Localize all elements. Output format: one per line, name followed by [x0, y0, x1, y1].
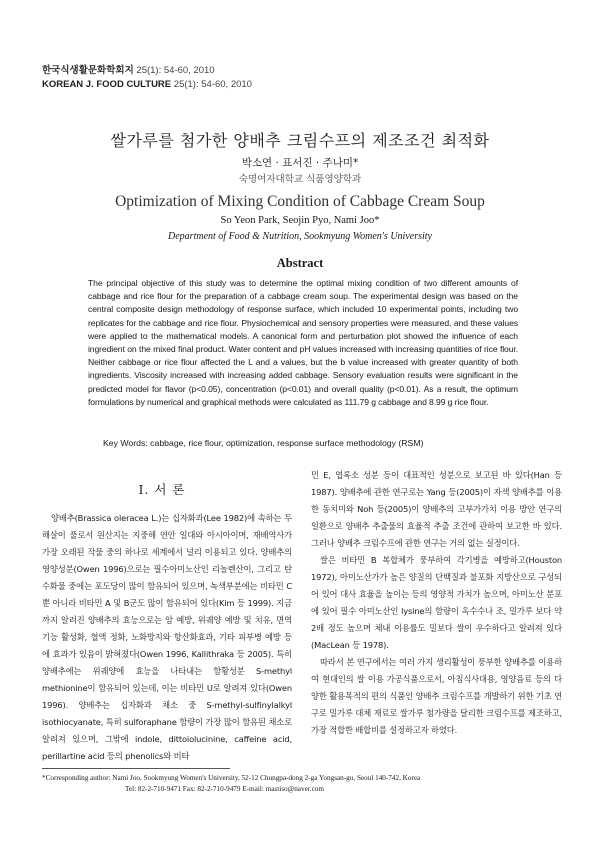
title-korean: 쌀가루를 첨가한 양배추 크림수프의 제조조건 최적화 — [110, 131, 490, 150]
journal-line-en — [42, 78, 252, 92]
footnote-corresponding-author: *Corresponding author: Nami Joo, Sookmyung Women's University, 52-12 Chungpa-dong 2-ga Yongsan-gu, Seoul 140-742, Korea — [42, 774, 421, 782]
right-paragraph: 따라서 본 연구에서는 여러 가지 생리활성이 풍부한 양배추를 이용하여 현대인의 쌀 이용 가공식품으로서, 아침식사대용, 영양음료 등의 다양한 활용목적의 편의 식품인 양배추 크림수프를 개발하기 위한 기초 연구로 밀가루 대체 재료로 쌀가루 첨가량을 달리한 크림수프를 제조하고, 가장 적합한 배합비를 설정하고자 하였다. — [311, 657, 562, 735]
authors-korean: 박소연 · 표서진 · 주나미* — [241, 157, 359, 169]
right-column — [311, 467, 562, 739]
affiliation-korean: 숙명여자대학교 식품영양학과 — [238, 174, 362, 185]
abstract-heading: Abstract — [276, 256, 324, 270]
footnote-divider — [42, 768, 230, 769]
journal-header — [42, 64, 252, 92]
section-heading-introduction: I. 서 론 — [138, 482, 186, 497]
right-paragraph: 민 E, 엽록소 성분 등이 대표적인 성분으로 보고된 바 있다(Han 등 1987). 양배추에 관한 연구로는 Yang 등(2005)이 자색 양배추를 이용한 동치미와 Noh 등(2005)이 양배추의 고부가가치 이용 방안 연구의 일환으로 양배추 추출물의 효율적 추출 조건에 관하여 보고한 바 있다. 그러나 양배추 크림수프에 관한 연구는 거의 없는 실정이다. — [311, 470, 562, 548]
title-english: Optimization of Mixing Condition of Cabbage Cream Soup — [115, 193, 485, 210]
abstract-text: The principal objective of this study was to determine the optimal mixing condition of two different amounts of cabbage and rice flour for the preparation of a cabbage cream soup. The experimental design was based on the central composite design methodology of response surface, which included 10 experimental points, including two replicates for the cabbage and rice flour. Physiochemical and sensory properties were measured, and these values were applied to the mathematical models. A canonical form and perturbation plot showed the influence of each ingredient on the mixed final product. Water content and pH values increased with increasing quantities of rice flour. Neither cabbage or rice flour affected the L and a values, but the b value increased with greater quantity of both ingredients. Viscosity increased with increasing added cabbage. Sensory evaluation results were significant in the predicted model for flavor (p<0.05), concentration (p<0.01) and overall quality (p<0.01). As a result, the optimum formulations by numerical and graphical methods were calculated as 111.79 g cabbage and 8.99 g rice flour. — [88, 278, 518, 407]
keywords: Key Words: cabbage, rice flour, optimization, response surface methodology (RSM) — [103, 438, 424, 448]
journal-issue-ko: 25(1): 54-60, 2010 — [136, 65, 215, 76]
journal-name-en: KOREAN J. FOOD CULTURE — [42, 79, 172, 90]
abstract-body — [88, 277, 518, 409]
journal-issue-en: 25(1): 54-60, 2010 — [173, 79, 252, 90]
journal-name-ko: 한국식생활문화학회지 — [42, 65, 134, 76]
authors-english: So Yeon Park, Seojin Pyo, Nami Joo* — [220, 215, 380, 226]
footnote-contact: Tel: 82-2-710-9471 Fax: 82-2-710-9479 E-mail: mastiso@naver.com — [125, 785, 324, 793]
left-column — [42, 510, 292, 765]
affiliation-english: Department of Food & Nutrition, Sookmyung Women's University — [168, 231, 432, 242]
right-paragraph: 쌀은 비타민 B 복합체가 풍부하여 각기병을 예방하고(Houston 1972), 아미노산가가 높은 양질의 단백질과 불포화 지방산으로 구성되어 있어 대사 효율을 높이는 등의 영양적 가치가 높으며, 아미노산 분포에 있어 필수 아미노산인 lysine의 함량이 옥수수나 조, 밀가루 보다 약 2배 정도 높으며 체내 이용률도 밀보다 쌀이 우수하다고 알려져 있다(MacLean 등 1978). — [311, 555, 562, 650]
left-paragraph: 양배추(Brassica oleracea L.)는 십자화과(Lee 1982)에 속하는 두 해살이 풀로서 원산지는 지중해 연안 일대와 아시아이며, 재배역사가 가장 오래된 작물 중의 하나로 세계에서 널리 이용되고 있다. 양배추의 영양성분(Owen 1996)으로는 필수아미노산인 리놀렌산이, 그리고 탄수화물 중에는 포도당이 많이 함유되어 있으며, 녹색부분에는 비타민 C 뿐 아니라 비타민 A 및 B군도 많이 함유되어 있다(Kim 등 1999). 지금까지 알려진 양배추의 효능으로는 암 예방, 위궤양 예방 및 치유, 면역기능 활성화, 혈액 정화, 노화방지와 항산화효과, 기타 피부병 예방 등에 효과가 있음이 밝혀졌다(Owen 1996, Kallithraka 등 2005). 특히 양배추에는 위궤양에 효능을 나타내는 함황성분 S-methyl methionine이 함유되어 있는데, 이는 비타민 U로 알려져 있다(Owen 1996). 양배추는 십자화과 채소 중 S-methyl-sulfinylalkyl isothiocyanate, 특히 sulforaphane 함량이 가장 많이 함유된 채소로 알려져 있으며, 그밖에 indole, dittoiolucinine, caffeine acid, perillartine acid 등의 phenolics와 비타 — [42, 513, 292, 761]
journal-line-ko — [42, 64, 252, 78]
